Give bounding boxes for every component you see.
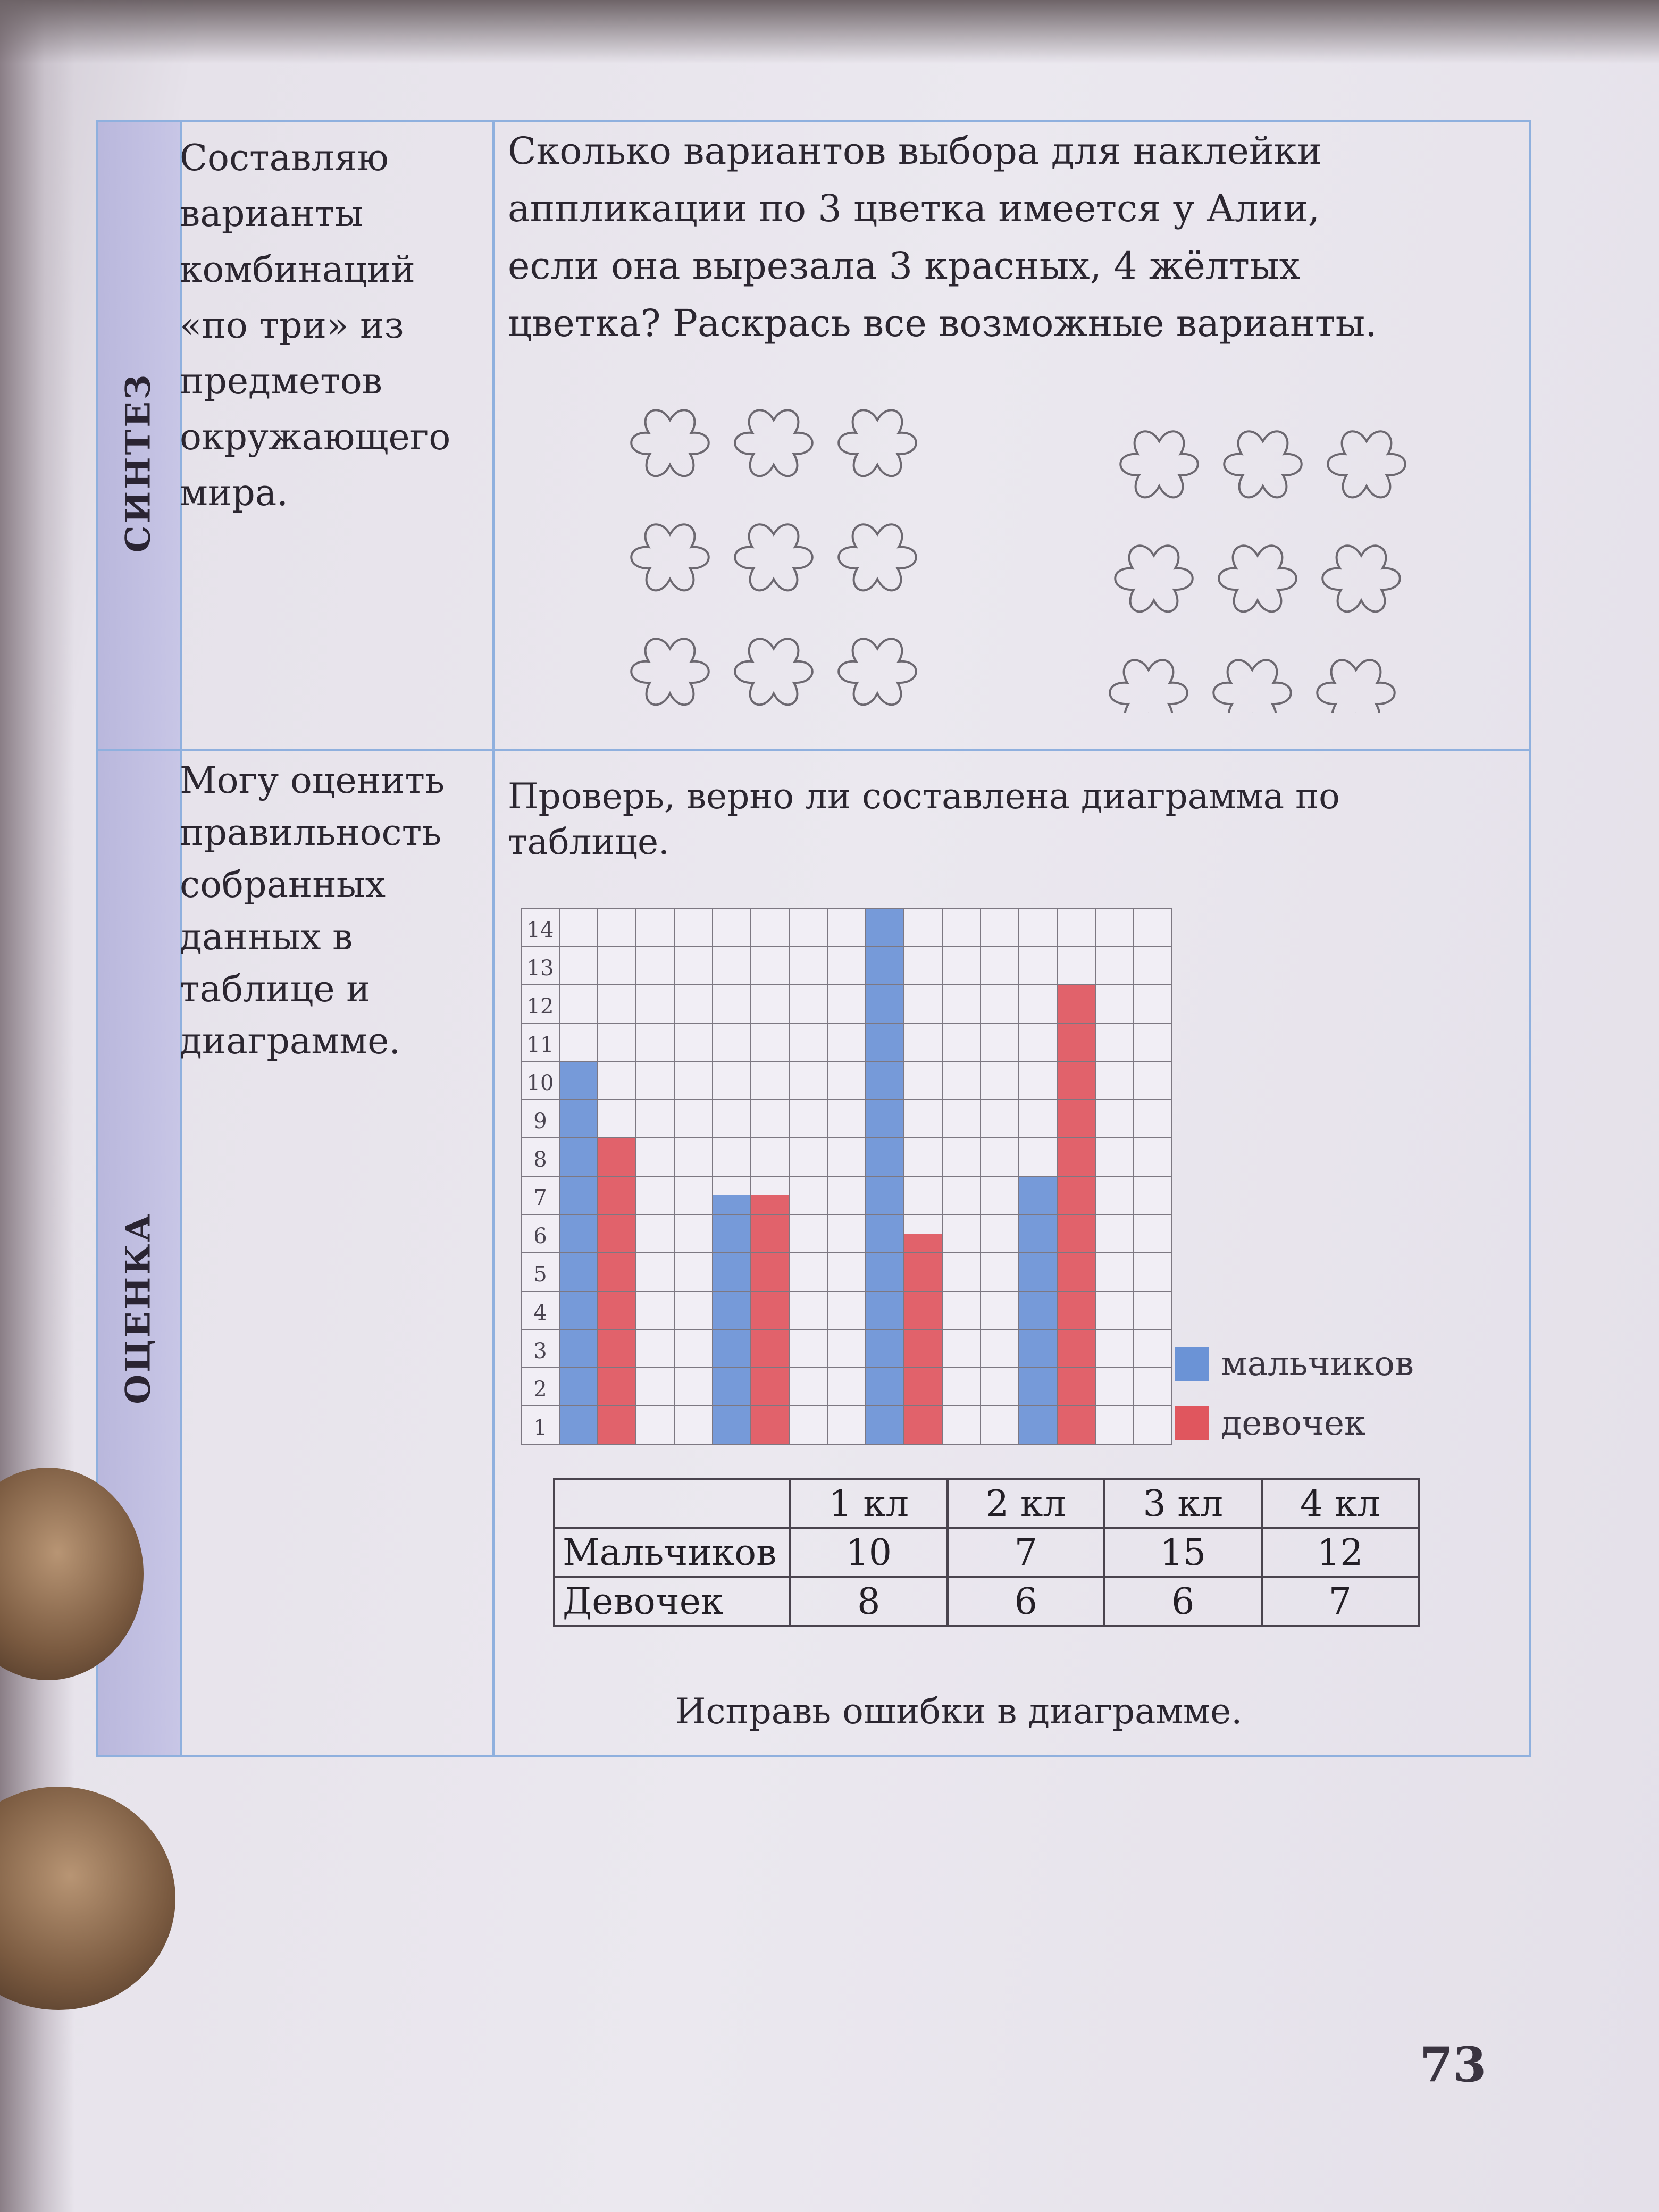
bar-boys-4 [1019,1176,1057,1444]
skill-line: «по три» из [180,305,404,347]
correction-instruction: Исправь ошибки в диаграмме. [675,1691,1243,1732]
skill-line: диаграмме. [180,1020,401,1062]
bar-girls-3 [904,1234,942,1444]
legend-girls [1175,1404,1365,1443]
y-tick-label: 13 [526,956,554,981]
flower-outline [1322,546,1400,611]
task-line: цветка? Раскрась все возможные варианты. [508,301,1377,345]
flower-outline [1219,546,1296,611]
bar-chart [510,893,1191,1452]
skill-line: мира. [180,472,288,514]
legend-swatch-girls [1175,1406,1209,1440]
flower-outline [631,524,709,590]
table-row-label: Девочек [554,1577,790,1626]
skill-line: Составляю [180,137,389,179]
y-tick-label: 7 [533,1186,547,1210]
y-tick-label: 9 [533,1109,547,1134]
flower-outline [735,524,812,590]
divider-row [96,749,1531,751]
table-row [554,1577,1419,1626]
y-tick-label: 3 [533,1339,547,1363]
flower-outlines [596,383,1446,713]
task-line: Проверь, верно ли составлена диаграмма по [508,776,1340,817]
flower-outline [631,639,709,705]
table-header-cell [554,1479,790,1528]
table-row [554,1528,1419,1577]
skill-line: предметов [180,361,382,403]
section-label-sintez: СИНТЕЗ [118,372,158,553]
flower-outline [631,410,709,476]
legend-label-girls: девочек [1221,1404,1366,1443]
table-header-cell: 1 кл [790,1479,948,1528]
flower-outline [735,639,812,705]
skill-line: правильность [180,812,442,854]
flower-outline [839,524,916,590]
bar-girls-2 [751,1195,789,1444]
divider-skill [492,120,495,1757]
flower-outline [1120,431,1198,497]
flower-outline [1213,660,1291,713]
y-tick-label: 12 [526,994,554,1019]
task-text-chart [508,774,1340,865]
y-tick-label: 6 [533,1224,547,1249]
table-header-cell: 3 кл [1104,1479,1262,1528]
task-text-flowers [508,122,1377,352]
table-row-label: Мальчиков [554,1528,790,1577]
table-header-cell: 4 кл [1262,1479,1419,1528]
legend-label-boys: мальчиков [1221,1344,1414,1384]
task-line: Сколько вариантов выбора для наклейки [508,129,1322,173]
flower-outline [1115,546,1193,611]
legend-swatch-boys [1175,1347,1209,1381]
y-tick-label: 5 [533,1262,547,1287]
section-label-ocenka: ОЦЕНКА [118,1212,158,1404]
skill-line: данных в [180,916,353,958]
table-cell: 7 [948,1528,1105,1577]
y-tick-label: 4 [533,1301,547,1325]
table-header-row [554,1479,1419,1528]
y-tick-label: 2 [533,1377,547,1402]
y-tick-label: 8 [533,1147,547,1172]
skill-line: собранных [180,864,386,906]
flower-outline [1328,431,1405,497]
y-tick-label: 11 [526,1033,554,1057]
bar-boys-2 [713,1195,751,1444]
flower-outline [839,410,916,476]
table-header-cell: 2 кл [948,1479,1105,1528]
table-cell: 8 [790,1577,948,1626]
skill-line: комбинаций [180,249,415,291]
skill-text-sintez [180,130,488,521]
legend-boys [1175,1344,1414,1384]
flower-outline [1224,431,1302,497]
task-line: таблице. [508,822,669,862]
table-cell: 12 [1262,1528,1419,1577]
table-cell: 6 [1104,1577,1262,1626]
skill-line: варианты [180,193,364,235]
flower-outline [735,410,812,476]
top-edge-shadow [0,0,1659,64]
table-cell: 6 [948,1577,1105,1626]
y-tick-label: 1 [533,1415,547,1440]
task-line: аппликации по 3 цветка имеется у Алии, [508,187,1320,230]
y-tick-label: 14 [526,918,554,942]
skill-text-ocenka [180,755,488,1068]
table-cell: 7 [1262,1577,1419,1626]
task-line: если она вырезала 3 красных, 4 жёлтых [508,244,1301,288]
flower-outline [1110,660,1187,713]
skill-line: таблице и [180,968,371,1010]
y-tick-label: 10 [526,1071,554,1095]
skill-line: окружающего [180,416,451,458]
flower-outline [839,639,916,705]
table-cell: 10 [790,1528,948,1577]
table-cell: 15 [1104,1528,1262,1577]
flower-outline [1317,660,1395,713]
data-table [553,1478,1420,1627]
page-number: 73 [1420,2037,1487,2093]
finger-bottom [0,1787,175,2010]
skill-line: Могу оценить [180,760,445,802]
